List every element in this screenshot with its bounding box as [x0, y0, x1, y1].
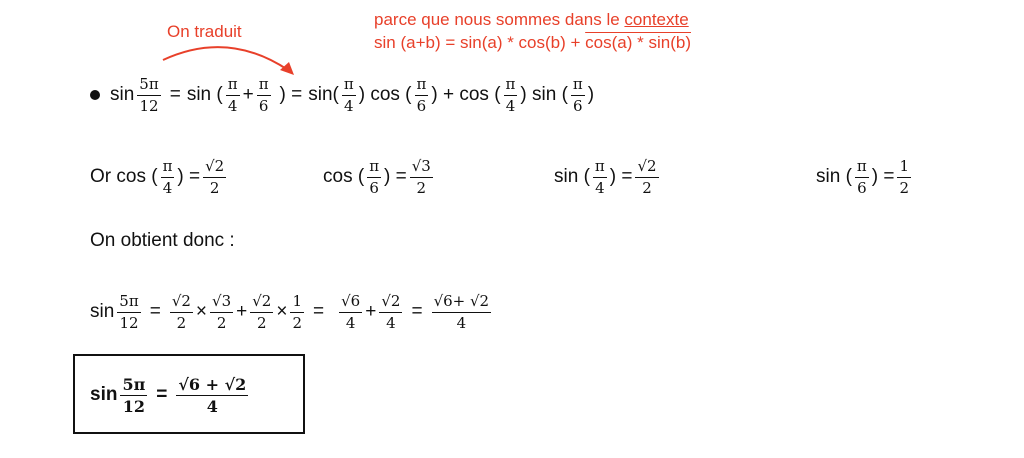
bullet-icon — [90, 90, 100, 100]
equals-sign: = — [313, 301, 325, 322]
fraction-sqrt6-4: $\frac{√6}{4}$ — [341, 291, 361, 332]
fraction-1-2: $\frac{1}{2}$ — [292, 291, 303, 332]
formula-line-2a — [90, 152, 229, 202]
result-formula — [90, 369, 251, 421]
fraction-5pi-12: $\frac{5\pi}{12}$ — [119, 291, 139, 332]
close-paren-equals: ) = — [609, 166, 633, 187]
times-sign: × — [276, 301, 288, 322]
fraction-sqrt3-2: $\frac{√3}{2}$ — [212, 291, 232, 332]
sin-text: sin ( — [554, 166, 590, 187]
fraction-sqrt2-2: $\frac{√2}{2}$ — [252, 291, 272, 332]
close-paren: ) — [587, 84, 595, 105]
fraction-pi-4: $\frac{\pi}{4}$ — [594, 156, 605, 197]
fraction-pi-6: $\frac{\pi}{6}$ — [369, 156, 380, 197]
context-note-line2: sin (a+b) = sin(a) * cos(b) + cos(a) * sin(b) — [374, 33, 691, 52]
fraction-pi-4: $\frac{\pi}{4}$ — [162, 156, 173, 197]
fraction-pi-6: $\frac{\pi}{6}$ — [856, 156, 867, 197]
plus-sign: + — [365, 301, 377, 322]
fraction-result: $\frac{√6 + √2}{4}$ — [178, 374, 247, 416]
fraction-sqrt3-2: $\frac{√3}{2}$ — [411, 156, 431, 197]
sin-text: sin — [90, 384, 118, 405]
cos-text: ) + cos ( — [431, 84, 501, 105]
obtient-donc-text: On obtient donc : — [90, 230, 235, 251]
plus-sign: + — [242, 84, 254, 105]
close-paren-equals: ) = — [384, 166, 407, 187]
sin-text: sin — [90, 301, 115, 322]
formula-line-2b — [323, 152, 436, 202]
formula-line-2d — [816, 152, 914, 202]
close-paren-equals: ) = — [871, 166, 895, 187]
close-paren-equals: ) = — [279, 84, 303, 105]
fraction-pi-4: $\frac{\pi}{4}$ — [505, 74, 516, 115]
fraction-pi-6: $\frac{\pi}{6}$ — [572, 74, 583, 115]
times-sign: × — [195, 301, 208, 322]
fraction-pi-4: $\frac{\pi}{4}$ — [343, 74, 354, 115]
formula-line-4 — [90, 287, 494, 337]
translate-annotation: On traduit — [167, 22, 242, 41]
fraction-5pi-12: $\frac{5\pi}{12}$ — [122, 374, 146, 416]
formula-line-1 — [90, 70, 594, 120]
fraction-pi-6: $\frac{\pi}{6}$ — [416, 74, 427, 115]
fraction-sqrt2-2: $\frac{√2}{2}$ — [205, 156, 225, 197]
fraction-5pi-12: $\frac{5\pi}{12}$ — [139, 74, 159, 115]
equals-sign: = — [411, 301, 423, 322]
fraction-sqrt2-2: $\frac{√2}{2}$ — [171, 291, 191, 332]
sin-text: ) sin ( — [520, 84, 568, 105]
or-cos-text: Or cos ( — [90, 166, 158, 187]
formula-line-2c — [554, 152, 662, 202]
fraction-sqrt2-2: $\frac{√2}{2}$ — [637, 156, 657, 197]
fraction-sqrt2-4: $\frac{√2}{4}$ — [381, 291, 401, 332]
fraction-pi-4: $\frac{\pi}{4}$ — [227, 74, 238, 115]
plus-sign: + — [236, 301, 248, 322]
fraction-1-2: $\frac{1}{2}$ — [899, 156, 910, 197]
equals-sign: = — [169, 84, 181, 105]
cos-text: ) cos ( — [358, 84, 412, 105]
fraction-pi-6: $\frac{\pi}{6}$ — [258, 74, 269, 115]
fraction-sum-4: $\frac{√6+ √2}{4}$ — [433, 291, 490, 332]
cos-text: cos ( — [323, 166, 365, 187]
sin-text: sin — [110, 84, 135, 105]
close-paren-equals: ) = — [177, 166, 201, 187]
sin-text: sin ( — [816, 166, 852, 187]
equals-sign: = — [149, 301, 161, 322]
equals-sign: = — [156, 384, 168, 405]
sin-text: sin ( — [186, 84, 223, 105]
context-note-line1: parce que nous sommes dans le contexte — [374, 10, 689, 29]
sin-text: sin( — [308, 84, 339, 105]
